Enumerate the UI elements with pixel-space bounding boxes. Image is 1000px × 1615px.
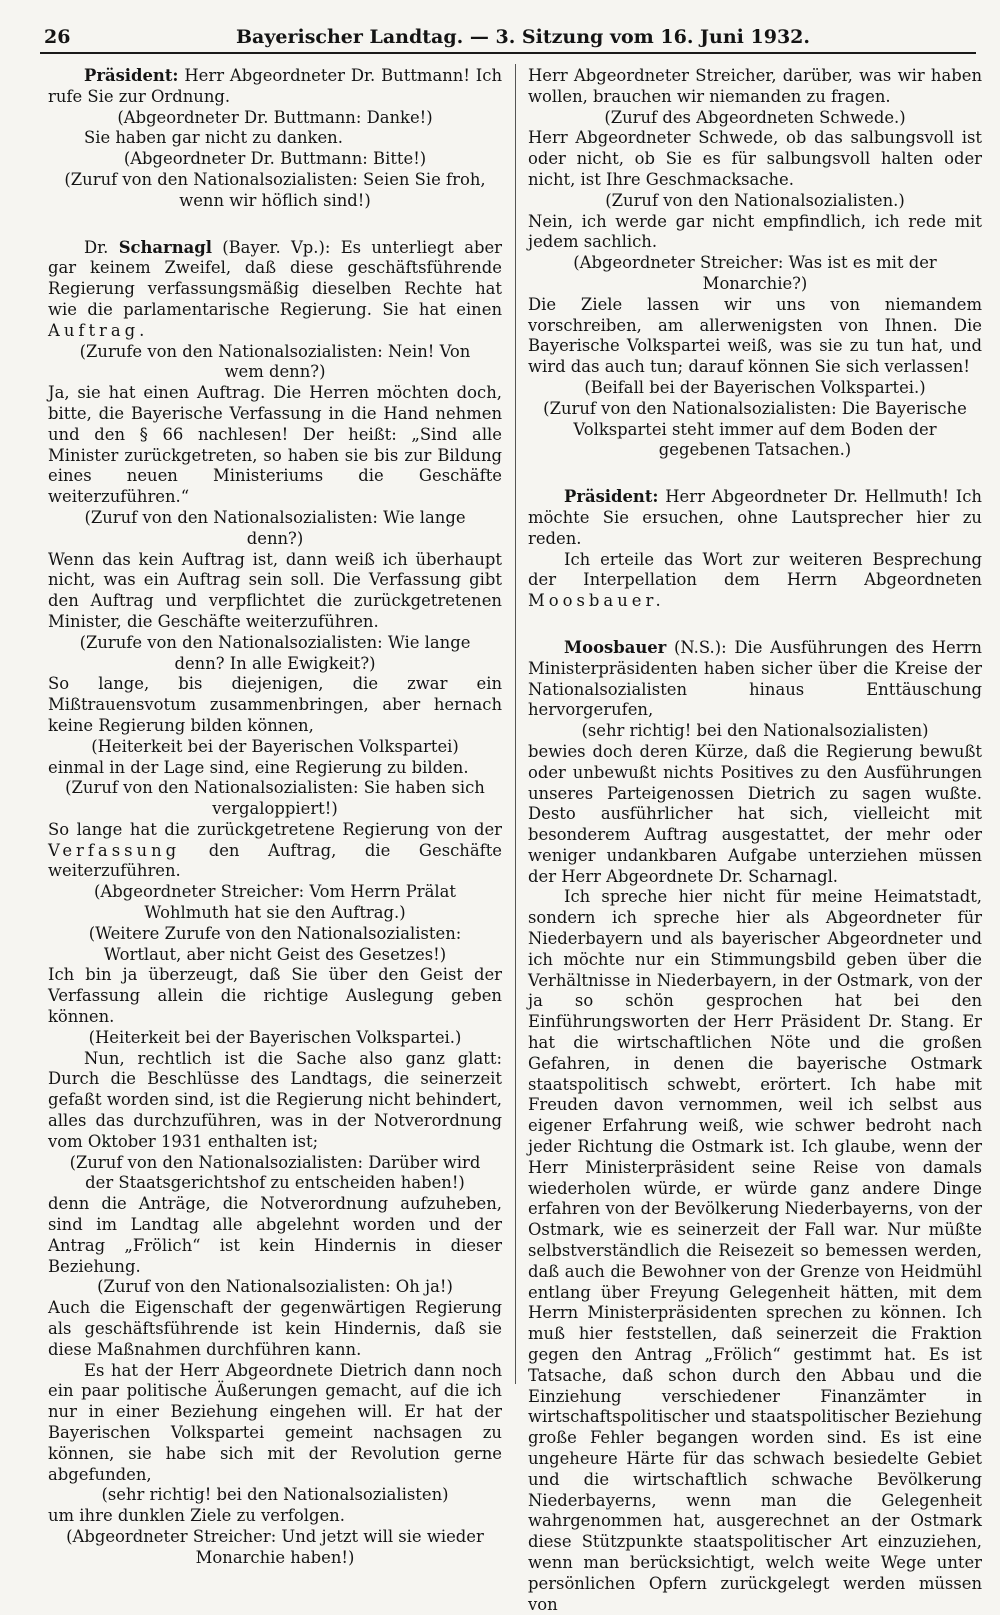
paragraph <box>48 66 502 108</box>
emphasis-text: Moosbauer. <box>528 591 665 611</box>
paragraph: bewies doch deren Kürze, daß die Regierung bewußt oder unbewußt nichts Positives zu den Ausführungen unseres Parteigenossen Dietrich zu sagen wußte. Desto ausführlicher hat sich, vielleicht mit besonderem Auftrag ausgestattet, der mehr oder weniger undankbaren Aufgabe unterziehen müssen der Herr Abgeordnete Dr. Scharnagl. <box>528 741 982 886</box>
interjection: (Zuruf von den Nationalsozialisten: Darüber wird der Staatsgerichtshof zu entscheiden haben!) <box>69 1152 481 1193</box>
right-column <box>528 66 982 1614</box>
interjection: (Zuruf von den Nationalsozialisten: Wie lange denn?) <box>84 507 466 548</box>
header-title: Bayerischer Landtag. — 3. Sitzung vom 16. Juni 1932. <box>235 26 811 48</box>
speaker-title: Dr. <box>84 237 109 257</box>
interjection: (Abgeordneter Streicher: Vom Herrn Prälat Wohlmuth hat sie den Auftrag.) <box>94 882 456 923</box>
speech-text: den Auftrag, die Geschäfte weiterzuführen. <box>48 840 502 881</box>
paragraph: Herr Abgeordneter Streicher, darüber, was wir haben wollen, brauchen wir niemanden zu fragen. <box>528 66 982 106</box>
paragraph: Ich spreche hier nicht für meine Heimatstadt, sondern ich spreche hier als Abgeordneter für Niederbayern und als bayerischer Abgeordneter und ich möchte nur ein Stimmungsbild geben über die Verhältnisse in Niederbayern, in der Ostmark, von der ja so schön gesprochen hat bei den Einführungsworten der Herr Präsident Dr. Stang. Er hat die wirtschaftlichen Nöte und die großen Gefahren, in denen die bayerische Ostmark staatspolitisch schwebt, erörtert. Ich habe mit Freuden davon vernommen, weil ich selbst aus eigener Erfahrung weiß, wie schwer bedroht nach jeder Richtung die Ostmark ist. Ich glaube, wenn der Herr Ministerpräsident seine Reise von damals wiederholen würde, er würde ganz andere Dinge erfahren von der Bevölkerung Niederbayerns, von der Ostmark, wie es seinerzeit der Fall war. Nur müßte selbstverständlich die Reisezeit so bemessen werden, daß auch die Bewohner von der Grenze von Heidmühl entlang über Freyung Gelegenheit hätten, mit dem Herrn Ministerpräsidenten sprechen zu können. Ich muß hier feststellen, daß seinerzeit die Fraktion gegen den Antrag „Frölich“ gestimmt hat. Es ist Tatsache, daß schon durch den Abbau und die Einziehung verschiedener Finanzämter in wirtschaftspolitischer und staatspolitischer Beziehung große Fehler begangen worden sind. Es ist eine ungeheure Härte für das schwach besiedelte Gebiet und die wirtschaftlich schwache Bevölkerung Niederbayerns, wenn man die Gelegenheit wahrgenommen hat, ausgerechnet an der Ostmark diese Stützpunkte staatspolitischer Art einzuziehen, wenn man berücksichtigt, welch weite Wege unter persönlichen Opfern zurückgelegt werden müssen von <box>528 887 982 1614</box>
interjection: (Zuruf von den Nationalsozialisten: Sie haben sich vergaloppiert!) <box>65 778 485 819</box>
interjection: (Zuruf von den Nationalsozialisten: Oh ja!) <box>97 1277 453 1297</box>
paragraph: Nein, ich werde gar nicht empfindlich, ich rede mit jedem sachlich. <box>528 211 982 252</box>
interjection: (Zuruf von den Nationalsozialisten.) <box>605 190 905 210</box>
paragraph: denn die Anträge, die Notverordnung aufzuheben, sind im Landtag alle abgelehnt worden und der Antrag „Frölich“ ist kein Hindernis in dieser Beziehung. <box>48 1194 502 1276</box>
paragraph <box>528 487 982 549</box>
paragraph: Auch die Eigenschaft der gegenwärtigen Regierung als geschäftsführende ist kein Hindernis, daß sie diese Maßnahmen durchführen kann. <box>48 1298 502 1359</box>
paragraph <box>48 238 502 342</box>
interjection: (Heiterkeit bei der Bayerischen Volkspartei) <box>91 736 459 756</box>
paragraph: Ja, sie hat einen Auftrag. Die Herren möchten doch, bitte, die Bayerische Verfassung in die Hand nehmen und den § 66 nachlesen! Der heißt: „Sind alle Minister zurückgetreten, so haben sie bis zur Bildung eines neuen Ministeriums die Geschäfte weiterzuführen.“ <box>48 383 502 507</box>
paragraph <box>528 638 982 721</box>
interjection: (sehr richtig! bei den Nationalsozialisten) <box>581 721 929 741</box>
interjection: (Zuruf von den Nationalsozialisten: Die Bayerische Volkspartei steht immer auf dem Boden der gegebenen Tatsachen.) <box>543 398 967 460</box>
speech-text: Ich erteile das Wort zur weiteren Besprechung der Interpellation dem Herrn Abgeordneten <box>528 549 982 590</box>
interjection: (Weitere Zurufe von den Nationalsozialisten: Wortlaut, aber nicht Geist des Gesetzes!) <box>88 923 462 964</box>
interjection: (Abgeordneter Streicher: Was ist es mit der Monarchie?) <box>573 253 937 293</box>
paragraph: Ich bin ja überzeugt, daß Sie über den Geist der Verfassung allein die richtige Auslegung geben können. <box>48 965 502 1027</box>
speaker-name: Präsident: <box>564 487 659 507</box>
interjection: (Abgeordneter Streicher: Und jetzt will sie wieder Monarchie haben!) <box>66 1526 484 1567</box>
paragraph: So lange, bis diejenigen, die zwar ein Mißtrauensvotum zusammenbringen, aber hernach keine Regierung bilden können, <box>48 674 502 735</box>
running-header <box>40 22 976 54</box>
speech-text: (N.S.): Die Ausführungen des Herrn Ministerpräsidenten haben sicher über die Kreise der Nationalsozialisten hinaus Enttäuschung hervorgerufen, <box>528 637 982 720</box>
interjection: (Zurufe von den Nationalsozialisten: Nein! Von wem denn?) <box>79 341 471 382</box>
page-number: 26 <box>44 26 71 48</box>
interjection: (Zuruf des Abgeordneten Schwede.) <box>604 107 906 127</box>
speech-text: So lange hat die zurückgetretene Regierung von der <box>48 819 502 839</box>
speech-text: (Bayer. Vp.): Es unterliegt aber gar keinem Zweifel, daß diese geschäftsführende Regierung verfassungsmäßig dieselben Rechte hat wie die parlamentarische Regierung. Sie hat einen <box>48 237 502 319</box>
interjection: (Abgeordneter Dr. Buttmann: Danke!) <box>117 107 433 127</box>
paragraph <box>528 550 982 612</box>
speaker-name: Moosbauer <box>564 637 667 657</box>
interjection: (sehr richtig! bei den Nationalsozialisten) <box>101 1485 449 1505</box>
paragraph: Wenn das kein Auftrag ist, dann weiß ich überhaupt nicht, was ein Auftrag sein soll. Die Verfassung gibt den Auftrag und verpflichtet die zurückgetretenen Minister, die Geschäfte weiterzuführen. <box>48 549 502 631</box>
column-divider <box>515 64 516 1384</box>
interjection: (Zuruf von den Nationalsozialisten: Seien Sie froh, wenn wir höflich sind!) <box>64 169 486 210</box>
paragraph: um ihre dunklen Ziele zu verfolgen. <box>48 1506 345 1526</box>
emphasis-text: Verfassung <box>48 840 181 860</box>
speech-text: Herr Abgeordneter Dr. Buttmann! Ich rufe Sie zur Ordnung. <box>48 66 503 106</box>
paragraph <box>48 820 502 882</box>
speech-text: Herr Abgeordneter Dr. Hellmuth! Ich möchte Sie ersuchen, ohne Lautsprecher hier zu reden. <box>528 487 982 548</box>
emphasis-text: Auftrag. <box>48 320 149 340</box>
paragraph: Es hat der Herr Abgeordnete Dietrich dann noch ein paar politische Äußerungen gemacht, auf die ich nur in einer Beziehung eingehen will. Er hat der Bayerischen Volkspartei gemeint nachsagen zu können, sie habe sich mit der Revolution gerne abgefunden, <box>48 1360 502 1484</box>
speaker-name: Scharnagl <box>118 237 212 257</box>
interjection: (Zurufe von den Nationalsozialisten: Wie lange denn? In alle Ewigkeit?) <box>79 632 471 673</box>
paragraph: einmal in der Lage sind, eine Regierung zu bilden. <box>48 757 469 777</box>
paragraph: Sie haben gar nicht zu danken. <box>84 128 343 148</box>
interjection: (Abgeordneter Dr. Buttmann: Bitte!) <box>123 149 427 169</box>
interjection: (Heiterkeit bei der Bayerischen Volkspartei.) <box>88 1027 462 1047</box>
paragraph: Herr Abgeordneter Schwede, ob das salbungsvoll ist oder nicht, ob Sie es für salbungsvoll halten oder nicht, ist Ihre Geschmacksache. <box>528 128 982 189</box>
paragraph: Nun, rechtlich ist die Sache also ganz glatt: Durch die Beschlüsse des Landtags, die seinerzeit gefaßt worden sind, ist die Regierung nicht behindert, alles das durchzuführen, was in der Notverordnung vom Oktober 1931 enthalten ist; <box>48 1048 502 1151</box>
paragraph: Die Ziele lassen wir uns von niemandem vorschreiben, am allerwenigsten von Ihnen. Die Bayerische Volkspartei weiß, was sie zu tun hat, und wird das auch tun; darauf können Sie sich verlassen! <box>528 294 982 377</box>
left-column <box>48 66 503 1567</box>
speaker-name: Präsident: <box>84 66 179 85</box>
interjection: (Beifall bei der Bayerischen Volkspartei.) <box>584 377 926 397</box>
